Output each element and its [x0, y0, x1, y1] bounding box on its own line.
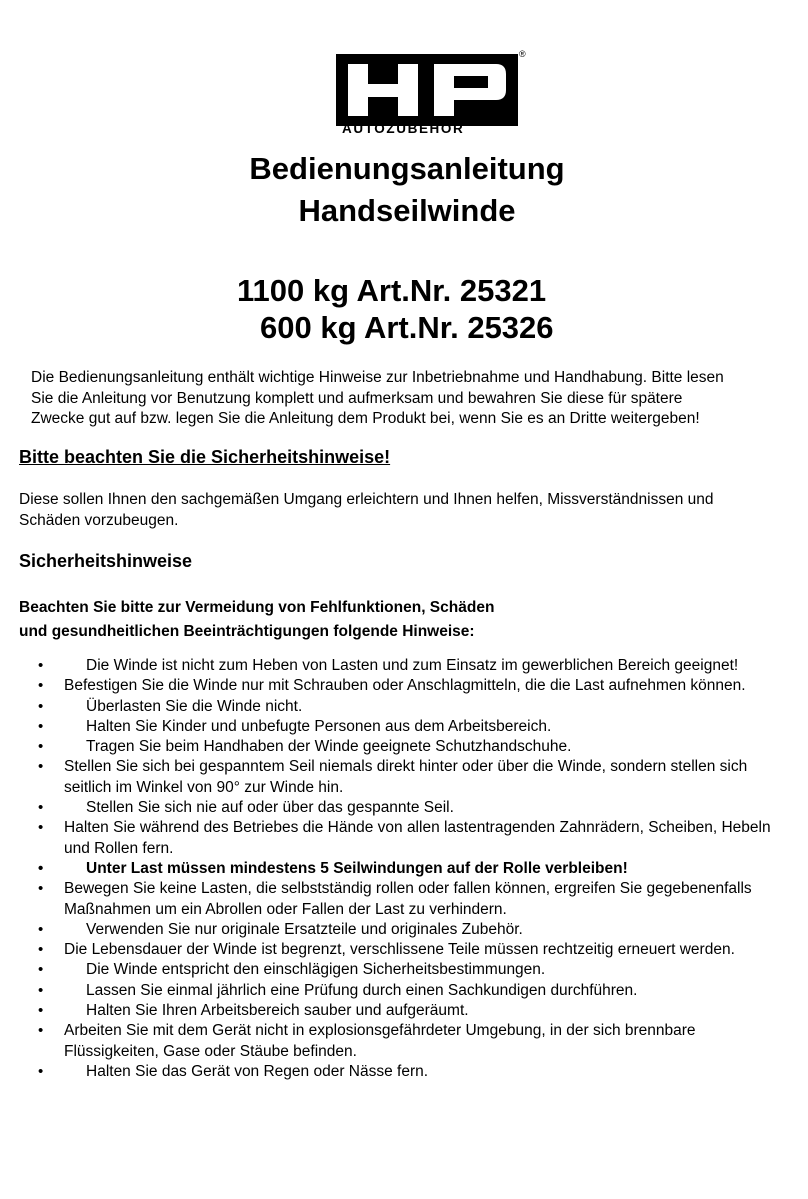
list-item-text: Arbeiten Sie mit dem Gerät nicht in explosionsgefährdeter Umgebung, in der sich brennbare Flüssigkeiten, Gase oder Stäube befinden. — [64, 1022, 696, 1060]
hp-letters-graphic — [336, 54, 518, 126]
list-item-text: Stellen Sie sich nie auf oder über das gespannte Seil. — [86, 799, 454, 817]
list-item — [0, 656, 808, 676]
list-item — [0, 757, 808, 798]
list-item-text: Halten Sie während des Betriebes die Hände von allen lastentragenden Zahnrädern, Scheiben, Hebeln und Rollen fern. — [64, 819, 771, 857]
bullet-icon: • — [38, 738, 44, 756]
list-item — [0, 879, 808, 920]
list-item-text: Halten Sie das Gerät von Regen oder Nässe fern. — [86, 1062, 429, 1080]
list-item — [0, 1001, 808, 1021]
list-item — [0, 676, 808, 696]
bullet-icon: • — [38, 799, 44, 817]
article-number-1: 1100 kg Art.Nr. 25321 — [237, 273, 547, 308]
section-heading: Sicherheitshinweise — [19, 551, 193, 571]
list-item-text: Unter Last müssen mindestens 5 Seilwindungen auf der Rolle verbleiben! — [86, 859, 628, 877]
brand-subtitle: AUTOZUBEHÖR — [342, 121, 465, 136]
list-item — [0, 697, 808, 717]
list-item-text: Die Winde entspricht den einschlägigen Sicherheitsbestimmungen. — [86, 961, 546, 979]
list-item — [0, 717, 808, 737]
list-item-warning — [0, 859, 808, 879]
list-item-text: Befestigen Sie die Winde nur mit Schrauben oder Anschlagmitteln, die die Last aufnehmen können. — [64, 677, 746, 695]
bullet-icon: • — [38, 961, 44, 979]
bullet-icon: • — [38, 758, 44, 776]
bullet-icon: • — [38, 717, 44, 735]
note-line: Beachten Sie bitte zur Vermeidung von Fehlfunktionen, Schäden — [19, 599, 495, 616]
list-item-text: Die Lebensdauer der Winde ist begrenzt, verschlissene Teile müssen rechtzeitig erneuert werden. — [64, 941, 735, 959]
list-item-text: Stellen Sie sich bei gespanntem Seil niemals direkt hinter oder über die Winde, sondern stellen sich seitlich im Winkel von 90° zur Winde hin. — [64, 758, 748, 796]
list-item — [0, 798, 808, 818]
bullet-icon: • — [38, 697, 44, 715]
note-line: und gesundheitlichen Beeinträchtigungen folgende Hinweise: — [19, 623, 475, 640]
note-paragraph — [19, 596, 494, 644]
list-item — [0, 1021, 808, 1062]
bullet-icon: • — [38, 677, 44, 695]
bullet-icon: • — [38, 920, 44, 938]
bullet-icon: • — [38, 819, 44, 837]
list-item-text: Lassen Sie einmal jährlich eine Prüfung durch einen Sachkundigen durchführen. — [86, 981, 638, 999]
list-item — [0, 960, 808, 980]
safety-rules-list — [0, 656, 808, 1082]
intro-paragraph — [31, 368, 801, 430]
list-item-text: Verwenden Sie nur originale Ersatzteile und originales Zubehör. — [86, 920, 523, 938]
intro-line: Die Bedienungsanleitung enthält wichtige Hinweise zur Inbetriebnahme und Handhabung. Bitte lesen — [31, 369, 724, 386]
bullet-icon: • — [38, 1002, 44, 1020]
safety-line: Diese sollen Ihnen den sachgemäßen Umgang erleichtern und Ihnen helfen, Missverständnissen und — [19, 491, 714, 508]
safety-line: Schäden vorzubeugen. — [19, 511, 179, 529]
list-item-text: Halten Sie Ihren Arbeitsbereich sauber und aufgeräumt. — [86, 1002, 469, 1020]
safety-paragraph — [19, 490, 799, 531]
intro-line: Zwecke gut auf bzw. legen Sie die Anleitung dem Produkt bei, wenn Sie es an Dritte weitergeben! — [31, 410, 700, 427]
bullet-icon: • — [38, 1022, 44, 1040]
list-item — [0, 1062, 808, 1082]
list-item-text: Halten Sie Kinder und unbefugte Personen aus dem Arbeitsbereich. — [86, 717, 552, 735]
list-item-text: Überlasten Sie die Winde nicht. — [86, 697, 303, 715]
list-item — [0, 737, 808, 757]
list-item — [0, 920, 808, 940]
intro-line: Sie die Anleitung vor Benutzung komplett und aufmerksam und bewahren Sie diese für spätere — [31, 389, 683, 407]
bullet-icon: • — [38, 941, 44, 959]
hp-logo-mark — [336, 54, 518, 126]
list-item — [0, 940, 808, 960]
registered-mark: ® — [519, 49, 526, 59]
list-item — [0, 981, 808, 1001]
document-title: Bedienungsanleitung — [249, 151, 565, 186]
bullet-icon: • — [38, 859, 44, 877]
safety-heading: Bitte beachten Sie die Sicherheitshinweise! — [19, 447, 391, 467]
list-item — [0, 818, 808, 859]
list-item-text: Die Winde ist nicht zum Heben von Lasten und zum Einsatz im gewerblichen Bereich geeignet! — [86, 657, 739, 674]
product-name: Handseilwinde — [298, 193, 516, 228]
bullet-icon: • — [38, 880, 44, 898]
list-item-text: Bewegen Sie keine Lasten, die selbstständig rollen oder fallen können, ergreifen Sie gegebenenfalls Maßnahmen um ein Abrollen oder Fallen der Last zu verhindern. — [64, 880, 752, 918]
bullet-icon: • — [38, 981, 44, 999]
bullet-icon: • — [38, 1062, 44, 1080]
article-number-2: 600 kg Art.Nr. 25326 — [260, 310, 554, 345]
list-item-text: Tragen Sie beim Handhaben der Winde geeignete Schutzhandschuhe. — [86, 738, 572, 756]
bullet-icon: • — [38, 657, 44, 674]
